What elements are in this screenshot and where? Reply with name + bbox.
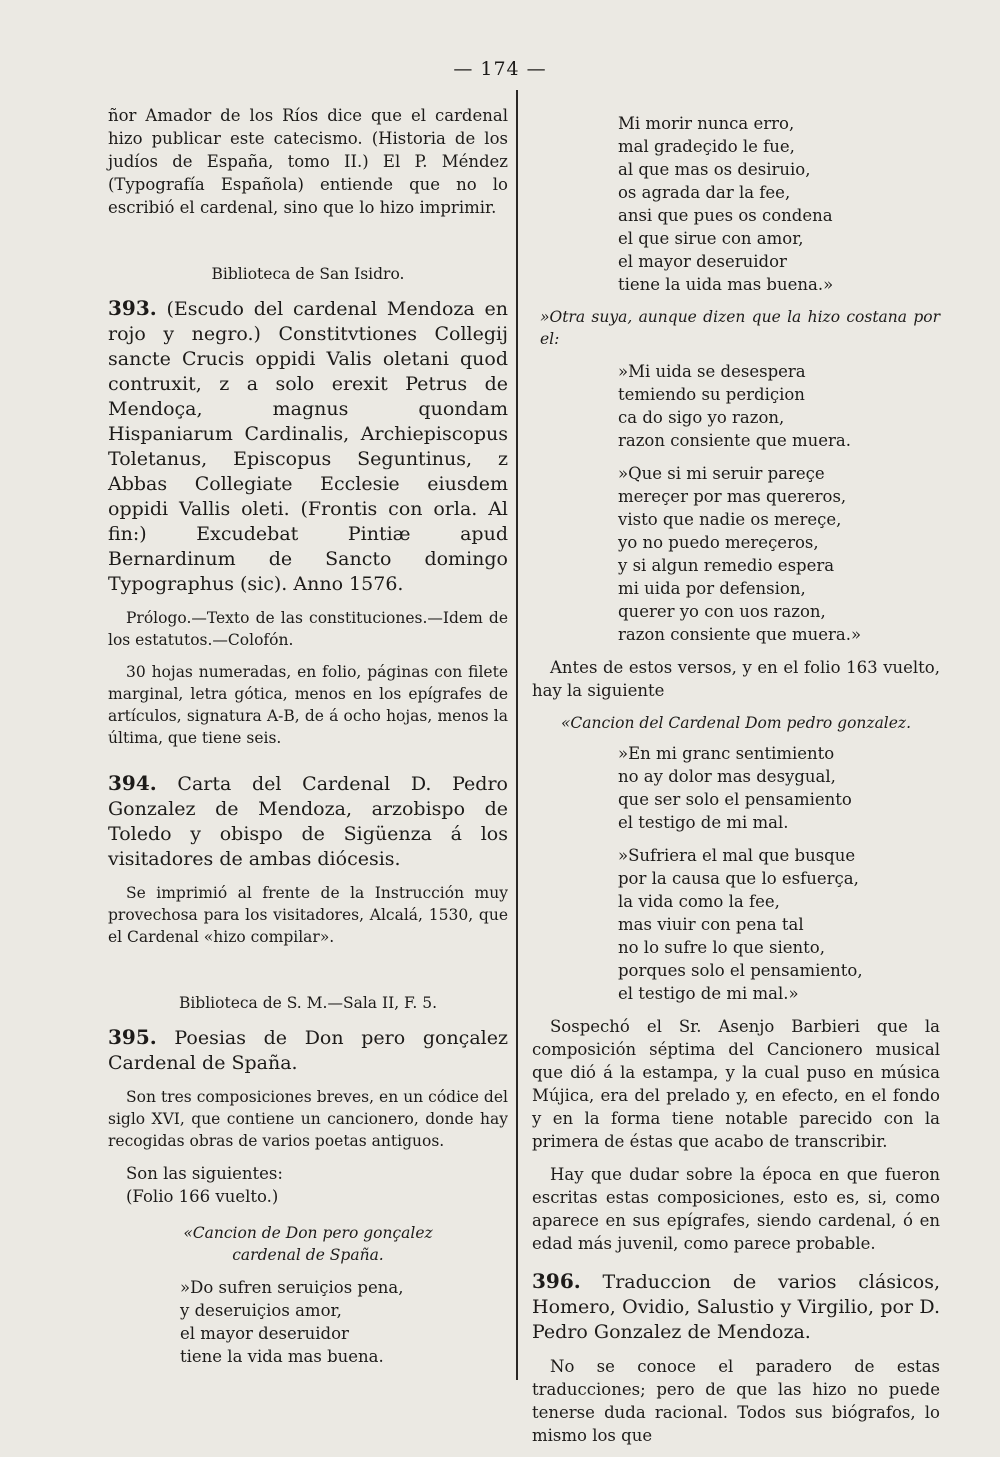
verse-line: ansi que pues os condena [618,206,833,225]
left-column [108,104,508,1378]
verse-stanza [532,462,940,646]
entry-text: Carta del Cardenal D. Pedro Gonzalez de Mendoza, arzobispo de Toledo y obispo de Sigüenza á los visitadores de ambas diócesis. [108,773,508,870]
entry-note: No se conoce el paradero de estas traducciones; pero de que las hizo no puede tenerse duda racional. Todos sus biógrafos, lo mismo los que [532,1357,940,1445]
verse-line: el que sirue con amor, [618,229,804,248]
verse-line: que ser solo el pensamiento [618,790,852,809]
verse-line: tiene la vida mas buena. [180,1347,384,1366]
verse-line: porques solo el pensamiento, [618,961,863,980]
entry-396 [532,1269,940,1345]
column-divider [516,90,518,1380]
song-title: cardenal de Spaña. [232,1246,384,1264]
verse-line: querer yo con uos razon, [618,602,826,621]
verse-line: la vida como la fee, [618,892,780,911]
verse-line: mal gradeçido le fue, [618,137,795,156]
verse-line: y si algun remedio espera [618,556,835,575]
song-title: «Cancion de Don pero gonçalez [183,1224,433,1242]
entry-number: 393. [108,296,157,320]
verse-line: al que mas os desiruio, [618,160,811,179]
verse-stanza [532,112,940,296]
verse-line: el mayor deseruidor [618,252,787,271]
verse-line: os agrada dar la fee, [618,183,791,202]
entry-note: (Folio 166 vuelto.) [126,1187,279,1206]
verse-line: »Mi uida se desespera [618,362,806,381]
paragraph: Antes de estos versos, y en el folio 163 vuelto, hay la siguiente [532,658,940,700]
verse-line: temiendo su perdiçion [618,385,805,404]
verse-line: no ay dolor mas desygual, [618,767,836,786]
verse-line: mi uida por defension, [618,579,806,598]
verse-line: razon consiente que muera.» [618,625,862,644]
entry-note: Se imprimió al frente de la Instrucción muy provechosa para los visitadores, Alcalá, 1530, que el Cardenal «hizo compilar». [108,884,508,946]
entry-note: Prólogo.—Texto de las constituciones.—Idem de los estatutos.—Colofón. [108,609,508,649]
verse-line: no lo sufre lo que siento, [618,938,825,957]
verse-line: razon consiente que muera. [618,431,852,450]
verse-line: »Do sufren seruiçios pena, [180,1278,404,1297]
verse-line: tiene la uida mas buena.» [618,275,834,294]
entry-number: 394. [108,771,157,795]
verse-line: y deseruiçios amor, [180,1301,342,1320]
verse-line: el mayor deseruidor [180,1324,349,1343]
verse-line: yo no puedo mereçeros, [618,533,819,552]
paragraph-continuation: ñor Amador de los Ríos dice que el cardenal hizo publicar este catecismo. (Historia de los judíos de España, tomo II.) El P. Méndez (Typografía Española) entiende que no lo escribió el cardenal, sino que lo hizo imprimir. [108,106,508,217]
verse-line: el testigo de mi mal.» [618,984,799,1003]
entry-393 [108,296,508,597]
library-heading: Biblioteca de S. M.—Sala II, F. 5. [178,994,438,1012]
right-column [532,112,940,1457]
verse-stanza [108,1276,508,1368]
verse-line: mas viuir con pena tal [618,915,804,934]
verse-line: »Sufriera el mal que busque [618,846,856,865]
song-title: »Otra suya, aunque dizen que la hizo costana por el: [540,308,940,348]
entry-number: 395. [108,1025,157,1049]
entry-395 [108,1025,508,1076]
verse-line: ca do sigo yo razon, [618,408,785,427]
paragraph: Sospechó el Sr. Asenjo Barbieri que la composición séptima del Cancionero musical que dió á la estampa, y la cual puso en música Mújica, era del prelado y, en efecto, en el fondo y en la forma tiene notable parecido con la primera de éstas que acabo de transcribir. [532,1017,940,1151]
verse-line: »Que si mi seruir pareçe [618,464,825,483]
verse-stanza [532,360,940,452]
page-number: — 174 — [453,58,547,80]
entry-394 [108,771,508,872]
entry-text: Poesias de Don pero gonçalez Cardenal de Spaña. [108,1027,508,1074]
entry-number: 396. [532,1269,581,1293]
verse-line: el testigo de mi mal. [618,813,789,832]
song-title: «Cancion del Cardenal Dom pedro gonzalez. [560,714,912,732]
library-heading: Biblioteca de San Isidro. [211,265,405,283]
verse-line: Mi morir nunca erro, [618,114,795,133]
entry-note: Son tres composiciones breves, en un códice del siglo XVI, que contiene un cancionero, donde hay recogidas obras de varios poetas antiguos. [108,1088,508,1150]
entry-note: 30 hojas numeradas, en folio, páginas con filete marginal, letra gótica, menos en los epígrafes de artículos, signatura A-B, de á ocho hojas, menos la última, que tiene seis. [108,663,508,747]
verse-line: por la causa que lo esfuerça, [618,869,859,888]
verse-line: visto que nadie os mereçe, [618,510,842,529]
verse-stanza [532,844,940,1005]
verse-line: »En mi granc sentimiento [618,744,835,763]
paragraph: Hay que dudar sobre la época en que fueron escritas estas composiciones, esto es, si, como aparece en sus epígrafes, siendo cardenal, ó en edad más juvenil, como parece probable. [532,1165,940,1253]
entry-note: Son las siguientes: [126,1164,283,1183]
verse-stanza [532,742,940,834]
entry-text: Traduccion de varios clásicos, Homero, Ovidio, Salustio y Virgilio, por D. Pedro Gonzalez de Mendoza. [532,1271,940,1343]
entry-text: (Escudo del cardenal Mendoza en rojo y negro.) Constitvtiones Collegij sancte Crucis oppidi Valis oletani quod contruxit, z a solo erexit Petrus de Mendoça, magnus quondam Hispaniarum Cardinalis, Archiepiscopus Toletanus, Episcopus Seguntinus, z Abbas Collegiate Ecclesie eiusdem oppidi Vallis oleti. (Frontis con orla. Al fin:) Excudebat Pintiæ apud Bernardinum de Sancto domingo Typographus (sic). Anno 1576. [108,298,508,595]
verse-line: mereçer por mas quereros, [618,487,847,506]
